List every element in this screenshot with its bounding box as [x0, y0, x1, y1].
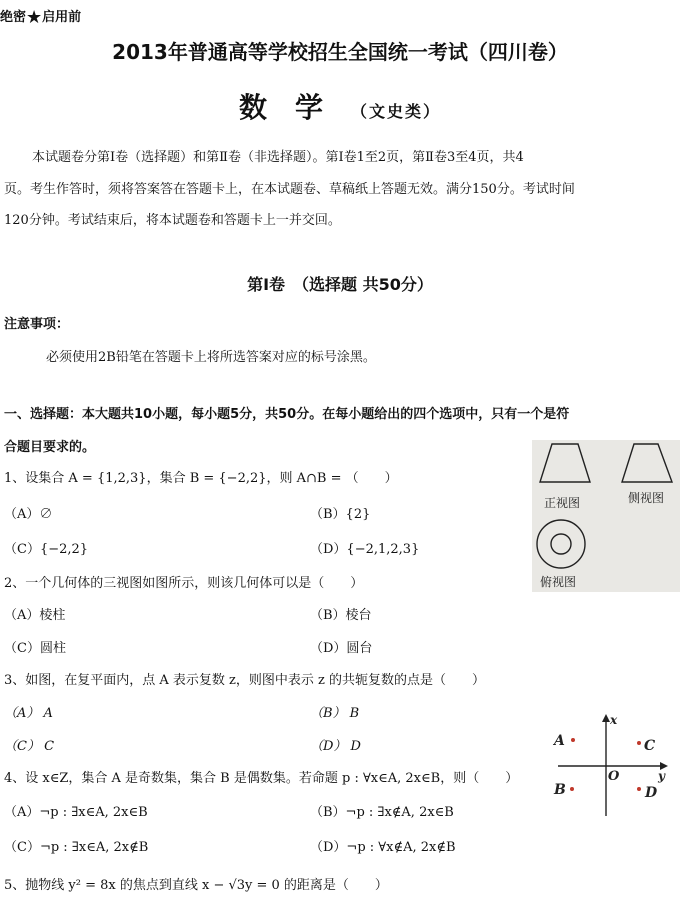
origin-label: O [608, 769, 620, 784]
q3-option-d: （D） D [310, 739, 361, 754]
part-heading-line-1: 一、选择题：本大题共10小题，每小题5分，共50分。在每小题给出的四个选项中，只有一个是符 [4, 407, 570, 422]
imaginary-axis-arrow [602, 714, 610, 722]
section-title: 第Ⅰ卷 （选择题 共50分） [247, 275, 433, 294]
q4-option-c: （C）¬p : ∃x∈A, 2x∉B [4, 840, 149, 855]
front-view-label: 正视图 [544, 496, 581, 510]
subject-name: 数学 [238, 91, 351, 124]
x-axis-label: x [610, 713, 618, 727]
intro-line-1: 本试题卷分第Ⅰ卷（选择题）和第Ⅱ卷（非选择题）。第Ⅰ卷1至2页，第Ⅱ卷3至4页，共4 [32, 150, 524, 165]
exam-title: 2013年普通高等学校招生全国统一考试（四川卷） [112, 40, 568, 64]
notice-heading: 注意事项： [4, 317, 70, 332]
subject-title [0, 86, 680, 126]
side-view-label: 侧视图 [628, 491, 665, 505]
side-view-trapezoid [622, 444, 672, 482]
point-a-label: A [554, 733, 565, 749]
secret-suffix: 启用前 [42, 10, 82, 25]
point-d-label: D [645, 785, 658, 801]
q2-option-a: （A）棱柱 [4, 608, 66, 623]
point-d [637, 787, 641, 791]
question-4-stem: 4、设 x∈Z，集合 A 是奇数集，集合 B 是偶数集。若命题 p : ∀x∈A, 2x∈B，则（ ） [4, 771, 519, 786]
subject-category: （文史类） [351, 102, 442, 121]
q2-option-b: （B）棱台 [310, 608, 372, 623]
q3-option-b: （B） B [310, 706, 360, 721]
intro-line-2: 页。考生作答时，须将答案答在答题卡上，在本试题卷、草稿纸上答题无效。满分150分。考试时间 [4, 182, 575, 197]
question-5-stem: 5、抛物线 y² = 8x 的焦点到直线 x − √3y = 0 的距离是（ ） [4, 878, 388, 893]
y-axis-label: y [658, 769, 665, 783]
top-view-inner-circle [551, 534, 571, 554]
secret-text: 绝密 [0, 10, 27, 25]
three-view-drawing [532, 440, 680, 592]
three-view-figure [532, 440, 680, 592]
point-b-label: B [554, 782, 566, 798]
top-view-label: 俯视图 [540, 575, 577, 589]
star-icon: ★ [26, 7, 43, 28]
q1-option-a: （A）∅ [4, 507, 53, 522]
point-b [570, 787, 574, 791]
q3-option-a: （A） A [4, 706, 53, 721]
question-3-stem: 3、如图，在复平面内，点 A 表示复数 z，则图中表示 z 的共轭复数的点是（ ） [4, 673, 486, 688]
q4-option-d: （D）¬p : ∀x∉A, 2x∉B [310, 840, 456, 855]
top-view-outer-circle [537, 520, 585, 568]
q4-option-b: （B）¬p : ∃x∉A, 2x∈B [310, 805, 454, 820]
q1-option-d: （D）{−2,1,2,3} [310, 542, 420, 557]
part-heading-line-2: 合题目要求的。 [4, 440, 96, 455]
notice-text: 必须使用2B铅笔在答题卡上将所选答案对应的标号涂黑。 [46, 350, 376, 365]
q1-option-b: （B）{2} [310, 507, 371, 522]
question-1-stem: 1、设集合 A = {1,2,3}，集合 B = {−2,2}，则 A∩B = （ ） [4, 471, 398, 486]
front-view-trapezoid [540, 444, 590, 482]
point-c-label: C [644, 738, 656, 754]
q1-option-c: （C）{−2,2} [4, 542, 89, 557]
q4-option-a: （A）¬p : ∃x∈A, 2x∈B [4, 805, 148, 820]
point-c [637, 741, 641, 745]
q3-option-c: （C） C [4, 739, 55, 754]
q2-option-d: （D）圆台 [310, 641, 373, 656]
complex-plane-figure [548, 712, 678, 822]
q2-option-c: （C）圆柱 [4, 641, 66, 656]
point-a [571, 738, 575, 742]
intro-line-3: 120分钟。考试结束后，将本试题卷和答题卡上一并交回。 [4, 213, 341, 228]
question-2-stem: 2、一个几何体的三视图如图所示，则该几何体可以是（ ） [4, 576, 364, 591]
confidential-label [0, 6, 81, 28]
